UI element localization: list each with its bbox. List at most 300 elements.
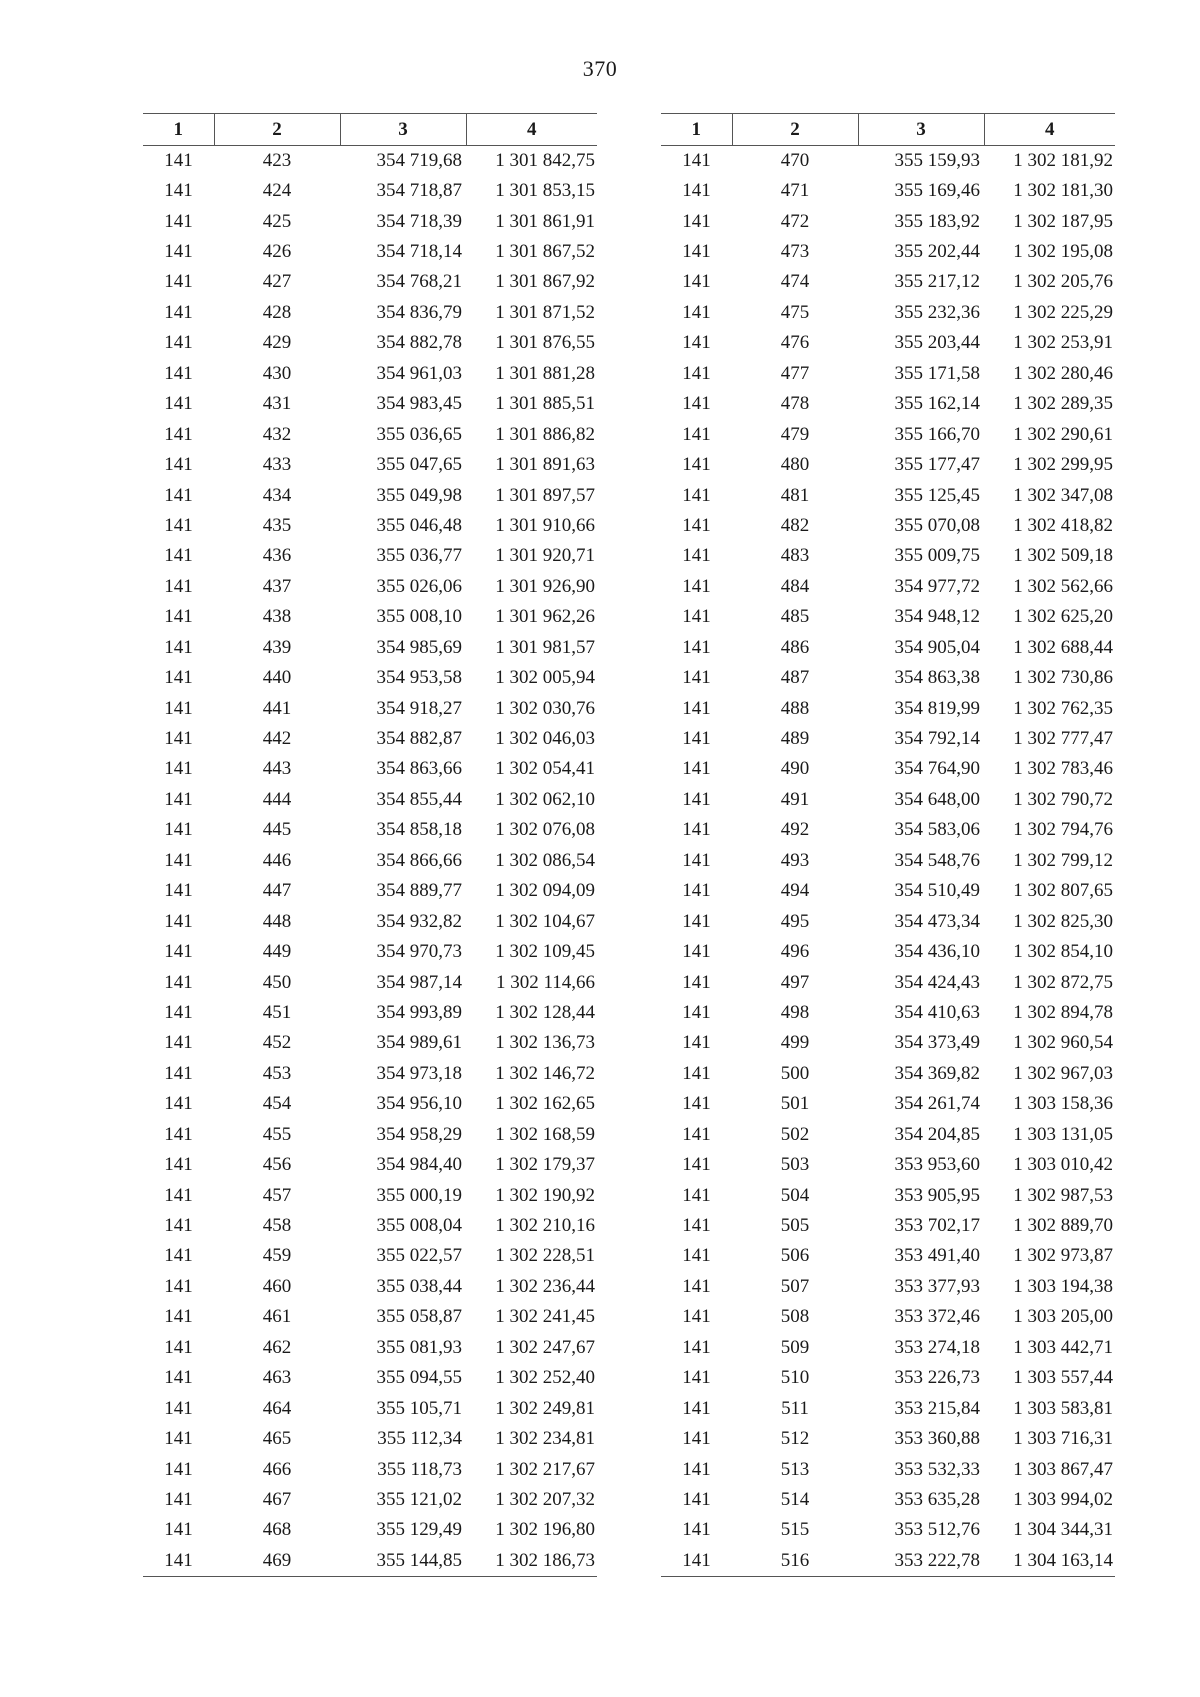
cell-col-1: 141 (682, 1397, 711, 1419)
cell-col-1: 141 (682, 1001, 711, 1023)
cell-col-1: 141 (164, 667, 193, 689)
cell-col-4: 1 304 163,14 (984, 1546, 1115, 1576)
cell-col-2: 507 (780, 1275, 810, 1297)
cell-col-1: 141 (682, 697, 711, 719)
cell-col-1: 141 (164, 1519, 193, 1541)
table-row (661, 1302, 1115, 1332)
cell-col-4: 1 301 886,82 (495, 423, 595, 445)
cell-col-3: 353 953,60 (894, 1154, 980, 1176)
cell-col-1: 141 (164, 454, 193, 476)
cell-col-1: 141 (164, 1428, 193, 1450)
page-number: 370 (582, 56, 618, 81)
table-row (143, 389, 597, 419)
cell-col-1: 141 (682, 149, 711, 171)
table-row (661, 176, 1115, 206)
table-row (143, 419, 597, 449)
cell-col-1: 141 (682, 1458, 711, 1480)
cell-col-2: 492 (780, 819, 810, 841)
table-row (661, 541, 1115, 571)
table-row (661, 633, 1115, 663)
table-row (143, 1485, 597, 1515)
table-row (143, 1089, 597, 1119)
cell-col-1: 141 (164, 971, 193, 993)
table-row (143, 1028, 597, 1058)
cell-col-4: 1 302 181,92 (1013, 149, 1113, 171)
cell-col-3: 354 987,14 (376, 971, 462, 993)
cell-col-4: 1 302 509,18 (1013, 545, 1113, 567)
cell-col-1: 141 (164, 301, 193, 323)
table-row (661, 1424, 1115, 1454)
cell-col-1: 141 (682, 1123, 711, 1145)
cell-col-4: 1 303 994,02 (1013, 1488, 1113, 1510)
cell-col-3: 354 863,38 (894, 667, 980, 689)
cell-col-2: 504 (780, 1184, 810, 1206)
table-row (661, 1333, 1115, 1363)
cell-col-2: 461 (262, 1306, 292, 1328)
cell-col-3: 354 424,43 (894, 971, 980, 993)
cell-col-2: 423 (262, 149, 292, 171)
cell-col-4: 1 302 181,30 (1013, 180, 1113, 202)
cell-col-3: 353 635,28 (894, 1488, 980, 1510)
table-row (143, 876, 597, 906)
cell-col-2: 440 (262, 667, 292, 689)
cell-col-3: 354 866,66 (376, 849, 462, 871)
cell-col-2: 496 (780, 941, 810, 963)
cell-col-1: 141 (164, 910, 193, 932)
table-row (143, 1272, 597, 1302)
cell-col-4: 1 302 289,35 (1013, 393, 1113, 415)
cell-col-1: 141 (164, 1093, 193, 1115)
cell-col-2: 481 (780, 484, 810, 506)
cell-col-2: 502 (780, 1123, 810, 1145)
cell-col-4: 1 301 926,90 (495, 575, 595, 597)
cell-col-3: 355 203,44 (894, 332, 980, 354)
table-row (661, 998, 1115, 1028)
cell-col-4: 1 302 280,46 (1013, 362, 1113, 384)
table-row (143, 633, 597, 663)
cell-col-2: 430 (262, 362, 292, 384)
cell-col-4: 1 301 891,63 (495, 454, 595, 476)
coordinates-table-right (661, 113, 1115, 1577)
cell-col-4: 1 302 207,32 (495, 1488, 595, 1510)
cell-col-4: 1 302 960,54 (1013, 1032, 1113, 1054)
table-header-row (143, 114, 597, 146)
cell-col-1: 141 (682, 1306, 711, 1328)
cell-col-1: 141 (164, 788, 193, 810)
cell-col-3: 354 985,69 (376, 636, 462, 658)
cell-col-4: 1 302 190,92 (495, 1184, 595, 1206)
cell-col-2: 435 (262, 514, 292, 536)
table-row (143, 1211, 597, 1241)
cell-col-4: 1 302 807,65 (1013, 880, 1113, 902)
table-row (661, 906, 1115, 936)
cell-col-2: 488 (780, 697, 810, 719)
cell-col-2: 494 (780, 880, 810, 902)
cell-col-2: 441 (262, 697, 292, 719)
cell-col-3: 355 047,65 (376, 454, 462, 476)
table-row (143, 1059, 597, 1089)
cell-col-4: 1 302 688,44 (1013, 636, 1113, 658)
cell-col-1: 141 (164, 514, 193, 536)
cell-col-2: 444 (262, 788, 292, 810)
cell-col-1: 141 (682, 1428, 711, 1450)
cell-col-4: 1 302 762,35 (1013, 697, 1113, 719)
cell-col-4: 1 302 196,80 (495, 1519, 595, 1541)
table-row (143, 450, 597, 480)
cell-col-4: 1 303 131,05 (1013, 1123, 1113, 1145)
cell-col-2: 499 (780, 1032, 810, 1054)
cell-col-1: 141 (682, 606, 711, 628)
cell-col-2: 468 (262, 1519, 292, 1541)
cell-col-4: 1 302 109,45 (495, 941, 595, 963)
cell-col-3: 354 373,49 (894, 1032, 980, 1054)
cell-col-3: 354 961,03 (376, 362, 462, 384)
cell-col-3: 355 105,71 (376, 1397, 462, 1419)
cell-col-4: 1 302 253,91 (1013, 332, 1113, 354)
cell-col-2: 506 (780, 1245, 810, 1267)
cell-col-1: 141 (682, 1154, 711, 1176)
cell-col-1: 141 (164, 423, 193, 445)
cell-col-3: 354 948,12 (894, 606, 980, 628)
cell-col-2: 460 (262, 1275, 292, 1297)
cell-col-2: 459 (262, 1245, 292, 1267)
table-row (661, 663, 1115, 693)
table-row (143, 1333, 597, 1363)
coordinates-table-left (143, 113, 597, 1577)
cell-col-2: 431 (262, 393, 292, 415)
cell-col-2: 477 (780, 362, 810, 384)
cell-col-1: 141 (164, 575, 193, 597)
cell-col-2: 472 (780, 210, 810, 232)
cell-col-3: 355 125,45 (894, 484, 980, 506)
cell-col-4: 1 302 187,95 (1013, 210, 1113, 232)
cell-col-2: 457 (262, 1184, 292, 1206)
cell-col-3: 355 008,04 (376, 1215, 462, 1237)
cell-col-2: 450 (262, 971, 292, 993)
cell-col-4: 1 302 889,70 (1013, 1215, 1113, 1237)
table-row (143, 998, 597, 1028)
cell-col-3: 354 204,85 (894, 1123, 980, 1145)
cell-col-4: 1 302 794,76 (1013, 819, 1113, 841)
cell-col-1: 141 (682, 332, 711, 354)
cell-col-4: 1 301 897,57 (495, 484, 595, 506)
cell-col-1: 141 (164, 1458, 193, 1480)
table-row (143, 511, 597, 541)
table-row (661, 693, 1115, 723)
cell-col-1: 141 (682, 1488, 711, 1510)
cell-col-3: 355 036,65 (376, 423, 462, 445)
cell-col-4: 1 302 210,16 (495, 1215, 595, 1237)
cell-col-1: 141 (164, 636, 193, 658)
table-row (143, 1454, 597, 1484)
cell-col-4: 1 302 973,87 (1013, 1245, 1113, 1267)
cell-col-1: 141 (682, 1184, 711, 1206)
cell-col-4: 1 302 005,94 (495, 667, 595, 689)
cell-col-1: 141 (682, 1093, 711, 1115)
cell-col-4: 1 302 987,53 (1013, 1184, 1113, 1206)
table-row (143, 754, 597, 784)
cell-col-2: 510 (780, 1367, 810, 1389)
cell-col-3: 354 719,68 (376, 149, 462, 171)
cell-col-1: 141 (682, 362, 711, 384)
cell-col-2: 478 (780, 393, 810, 415)
cell-col-4: 1 301 876,55 (495, 332, 595, 354)
cell-col-1: 141 (682, 758, 711, 780)
cell-col-2: 429 (262, 332, 292, 354)
cell-col-3: 355 177,47 (894, 454, 980, 476)
cell-col-1: 141 (164, 1245, 193, 1267)
cell-col-1: 141 (682, 1519, 711, 1541)
cell-col-4: 1 302 967,03 (1013, 1062, 1113, 1084)
cell-col-3: 354 436,10 (894, 941, 980, 963)
cell-col-3: 354 882,78 (376, 332, 462, 354)
column-header-3: 3 (858, 114, 984, 146)
cell-col-2: 512 (780, 1428, 810, 1450)
table-row (143, 602, 597, 632)
table-row (661, 328, 1115, 358)
cell-col-2: 509 (780, 1336, 810, 1358)
cell-col-1: 141 (682, 819, 711, 841)
cell-col-1: 141 (682, 210, 711, 232)
cell-col-1: 141 (682, 941, 711, 963)
table-row (143, 206, 597, 236)
cell-col-4: 1 303 010,42 (1013, 1154, 1113, 1176)
cell-col-3: 354 718,39 (376, 210, 462, 232)
cell-col-1: 141 (164, 180, 193, 202)
cell-col-3: 355 081,93 (376, 1336, 462, 1358)
cell-col-2: 439 (262, 636, 292, 658)
table-row (143, 146, 597, 176)
cell-col-2: 511 (781, 1397, 809, 1419)
cell-col-3: 355 202,44 (894, 241, 980, 263)
table-row (661, 1272, 1115, 1302)
table-row (143, 176, 597, 206)
table-row (661, 480, 1115, 510)
cell-col-1: 141 (682, 484, 711, 506)
cell-col-3: 354 764,90 (894, 758, 980, 780)
table-row (661, 206, 1115, 236)
cell-col-1: 141 (164, 880, 193, 902)
table-row (143, 480, 597, 510)
cell-col-2: 495 (780, 910, 810, 932)
cell-col-4: 1 302 247,67 (495, 1336, 595, 1358)
cell-col-2: 463 (262, 1367, 292, 1389)
cell-col-3: 354 473,34 (894, 910, 980, 932)
cell-col-3: 355 118,73 (377, 1458, 462, 1480)
cell-col-2: 434 (262, 484, 292, 506)
cell-col-1: 141 (164, 1032, 193, 1054)
cell-col-4: 1 302 228,51 (495, 1245, 595, 1267)
cell-col-2: 453 (262, 1062, 292, 1084)
cell-col-4: 1 303 867,47 (1013, 1458, 1113, 1480)
cell-col-2: 497 (780, 971, 810, 993)
cell-col-4: 1 302 249,81 (495, 1397, 595, 1419)
cell-col-2: 424 (262, 180, 292, 202)
table-row (661, 1089, 1115, 1119)
cell-col-3: 353 702,17 (894, 1215, 980, 1237)
cell-col-3: 355 009,75 (894, 545, 980, 567)
cell-col-1: 141 (682, 1275, 711, 1297)
cell-col-4: 1 302 136,73 (495, 1032, 595, 1054)
cell-col-1: 141 (164, 1154, 193, 1176)
table-row (661, 724, 1115, 754)
cell-col-3: 353 274,18 (894, 1336, 980, 1358)
table-row (143, 663, 597, 693)
cell-col-4: 1 303 158,36 (1013, 1093, 1113, 1115)
cell-col-4: 1 303 194,38 (1013, 1275, 1113, 1297)
cell-col-4: 1 301 962,26 (495, 606, 595, 628)
table-row (661, 785, 1115, 815)
table-row (143, 572, 597, 602)
table-row (661, 237, 1115, 267)
cell-col-2: 443 (262, 758, 292, 780)
cell-col-3: 354 792,14 (894, 728, 980, 750)
cell-col-4: 1 302 825,30 (1013, 910, 1113, 932)
cell-col-2: 501 (780, 1093, 810, 1115)
table-row (661, 298, 1115, 328)
cell-col-3: 354 918,27 (376, 697, 462, 719)
cell-col-2: 503 (780, 1154, 810, 1176)
cell-col-3: 355 058,87 (376, 1306, 462, 1328)
cell-col-3: 355 183,92 (894, 210, 980, 232)
cell-col-2: 454 (262, 1093, 292, 1115)
table-row (661, 146, 1115, 176)
cell-col-1: 141 (682, 1032, 711, 1054)
table-row (143, 298, 597, 328)
cell-col-2: 505 (780, 1215, 810, 1237)
cell-col-4: 1 301 881,28 (495, 362, 595, 384)
table-row (661, 1028, 1115, 1058)
cell-col-4: 1 303 716,31 (1013, 1428, 1113, 1450)
table-row (661, 1515, 1115, 1545)
cell-col-2: 514 (780, 1488, 810, 1510)
cell-col-3: 355 121,02 (376, 1488, 462, 1510)
column-header-1: 1 (661, 114, 732, 146)
cell-col-4: 1 302 186,73 (466, 1546, 597, 1576)
cell-col-4: 1 302 205,76 (1013, 271, 1113, 293)
table-row (661, 846, 1115, 876)
cell-col-4: 1 302 790,72 (1013, 788, 1113, 810)
cell-col-2: 473 (780, 241, 810, 263)
cell-col-2: 426 (262, 241, 292, 263)
cell-col-3: 354 836,79 (376, 301, 462, 323)
cell-col-2: 513 (780, 1458, 810, 1480)
cell-col-4: 1 302 094,09 (495, 880, 595, 902)
cell-col-3: 353 377,93 (894, 1275, 980, 1297)
table-row (661, 419, 1115, 449)
table-row (661, 572, 1115, 602)
cell-col-3: 355 022,57 (376, 1245, 462, 1267)
table-row (661, 1454, 1115, 1484)
table-row (661, 815, 1115, 845)
table-body-left (143, 146, 597, 1577)
cell-col-4: 1 301 910,66 (495, 514, 595, 536)
cell-col-2: 465 (262, 1428, 292, 1450)
cell-col-2: 466 (262, 1458, 292, 1480)
table-row (143, 815, 597, 845)
table-header-row (661, 114, 1115, 146)
cell-col-1: 141 (164, 819, 193, 841)
cell-col-1: 141 (164, 1397, 193, 1419)
cell-col-2: 470 (780, 149, 810, 171)
cell-col-4: 1 303 583,81 (1013, 1397, 1113, 1419)
cell-col-4: 1 301 867,92 (495, 271, 595, 293)
cell-col-3: 355 026,06 (376, 575, 462, 597)
table-row (661, 1059, 1115, 1089)
table-row (661, 389, 1115, 419)
cell-col-4: 1 302 195,08 (1013, 241, 1113, 263)
cell-col-3: 355 166,70 (894, 423, 980, 445)
cell-col-4: 1 302 418,82 (1013, 514, 1113, 536)
cell-col-4: 1 302 234,81 (495, 1428, 595, 1450)
table-body-right (661, 146, 1115, 1577)
table-row (143, 267, 597, 297)
cell-col-1: 141 (164, 1336, 193, 1358)
cell-col-3: 355 162,14 (894, 393, 980, 415)
cell-col-1: 141 (682, 1215, 711, 1237)
cell-col-3: 353 905,95 (894, 1184, 980, 1206)
table-row (143, 1302, 597, 1332)
cell-col-2: 482 (780, 514, 810, 536)
table-row (143, 1241, 597, 1271)
table-row (143, 1515, 597, 1545)
cell-col-4: 1 302 086,54 (495, 849, 595, 871)
cell-col-4: 1 301 885,51 (495, 393, 595, 415)
cell-col-1: 141 (164, 1488, 193, 1510)
cell-col-3: 355 049,98 (376, 484, 462, 506)
cell-col-1: 141 (164, 941, 193, 963)
table-row (143, 1363, 597, 1393)
cell-col-1: 141 (164, 1275, 193, 1297)
cell-col-4: 1 302 030,76 (495, 697, 595, 719)
cell-col-1: 141 (682, 728, 711, 750)
column-header-4: 4 (466, 114, 597, 146)
cell-col-2: 483 (780, 545, 810, 567)
cell-col-4: 1 302 625,20 (1013, 606, 1113, 628)
cell-col-4: 1 301 853,15 (495, 180, 595, 202)
cell-col-4: 1 301 842,75 (495, 149, 595, 171)
cell-col-2: 484 (780, 575, 810, 597)
cell-col-4: 1 302 299,95 (1013, 454, 1113, 476)
cell-col-1: 141 (164, 210, 193, 232)
cell-col-1: 141 (164, 149, 193, 171)
cell-col-3: 354 261,74 (894, 1093, 980, 1115)
cell-col-1: 141 (682, 910, 711, 932)
table-row (661, 1363, 1115, 1393)
cell-col-3: 355 008,10 (376, 606, 462, 628)
cell-col-3: 355 232,36 (894, 301, 980, 323)
cell-col-1: 141 (682, 1367, 711, 1389)
table-row (143, 846, 597, 876)
cell-col-2: 452 (262, 1032, 292, 1054)
cell-col-1: 141 (682, 788, 711, 810)
table-row (661, 1180, 1115, 1210)
cell-col-2: 425 (262, 210, 292, 232)
cell-col-2: 498 (780, 1001, 810, 1023)
cell-col-3: 353 215,84 (894, 1397, 980, 1419)
cell-col-1: 141 (682, 180, 711, 202)
cell-col-3: 354 983,45 (376, 393, 462, 415)
cell-col-4: 1 302 225,29 (1013, 301, 1113, 323)
cell-col-2: 436 (262, 545, 292, 567)
table-row (661, 602, 1115, 632)
column-header-3: 3 (340, 114, 466, 146)
cell-col-3: 355 094,55 (376, 1367, 462, 1389)
cell-col-4: 1 303 205,00 (1013, 1306, 1113, 1328)
cell-col-4: 1 302 783,46 (1013, 758, 1113, 780)
cell-col-1: 141 (164, 849, 193, 871)
table-row (143, 785, 597, 815)
